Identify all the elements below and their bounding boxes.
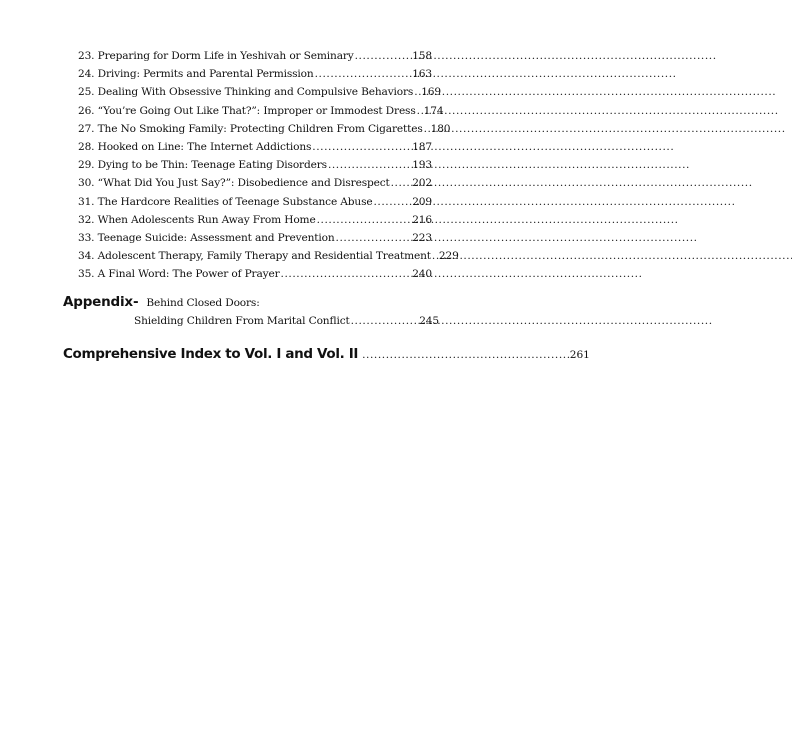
toc-entry — [78, 229, 432, 247]
dot-leader — [281, 265, 412, 283]
appendix-entry — [134, 312, 439, 330]
toc-entry — [78, 83, 441, 101]
dot-leader — [328, 156, 411, 174]
toc-entry-title: 24. Driving: Permits and Parental Permission — [78, 68, 314, 81]
toc-entry-page: 169 — [421, 86, 441, 99]
toc-entry-page: 223 — [412, 231, 432, 244]
toc-entry — [78, 138, 432, 156]
toc-entry-title: 25. Dealing With Obsessive Thinking and Compulsive Behaviors — [78, 86, 414, 99]
toc-entry-title: 34. Adolescent Therapy, Family Therapy and Residential Treatment — [78, 250, 431, 263]
toc-entry-title: 27. The No Smoking Family: Protecting Children From Cigarettes — [78, 122, 423, 135]
toc-entry-page: 180 — [430, 122, 451, 135]
appendix-heading — [63, 292, 439, 312]
appendix-page: 245 — [419, 315, 439, 327]
dot-leader — [362, 345, 569, 365]
toc-entry-title: 31. The Hardcore Realities of Teenage Substance Abuse — [78, 195, 373, 208]
toc-entry-title: 23. Preparing for Dorm Life in Yeshivah or Seminary — [78, 50, 354, 62]
toc-entry-page: 240 — [412, 268, 432, 281]
toc-entry-page: 158 — [412, 50, 432, 62]
toc-entry-page: 163 — [412, 68, 432, 81]
dot-leader — [317, 211, 412, 229]
toc-entry — [78, 211, 432, 229]
dot-leader — [414, 83, 420, 101]
toc-entry — [78, 65, 432, 83]
dot-leader — [336, 229, 412, 247]
appendix-label: Appendix- — [63, 294, 139, 310]
toc-entry — [78, 193, 432, 211]
toc-entry — [78, 102, 444, 120]
toc-entry-page: 187 — [412, 140, 432, 153]
toc-entry-title: 33. Teenage Suicide: Assessment and Prevention — [78, 231, 335, 244]
toc-entry-title: 35. A Final Word: The Power of Prayer — [78, 268, 280, 281]
toc-entry-title: 26. “You’re Going Out Like That?”: Improper or Immodest Dress — [78, 104, 416, 117]
toc-entry — [78, 47, 432, 65]
toc-entry-title: 28. Hooked on Line: The Internet Addictions — [78, 140, 312, 153]
toc-entry-page: 202 — [412, 177, 432, 190]
index-entry — [63, 344, 590, 364]
dot-leader — [432, 247, 438, 265]
toc-entry — [78, 247, 459, 265]
appendix-title-line2: Shielding Children From Marital Conflict — [134, 315, 350, 327]
appendix-title-line1: Behind Closed Doors: — [146, 297, 260, 309]
dot-leader — [312, 138, 411, 156]
toc-entry-page: 216 — [412, 213, 432, 226]
dot-leader — [351, 312, 419, 330]
appendix-section — [63, 292, 439, 330]
index-page: 261 — [569, 349, 590, 361]
dot-leader — [424, 120, 430, 138]
dot-leader — [355, 47, 412, 65]
toc-entry-page: 209 — [412, 195, 432, 208]
index-title: Comprehensive Index to Vol. I and Vol. II — [63, 346, 359, 362]
dot-leader — [374, 193, 412, 211]
toc-entry-page: 229 — [438, 250, 459, 263]
dot-leader — [417, 102, 423, 120]
table-of-contents — [78, 47, 459, 283]
index-section — [63, 344, 590, 364]
toc-entry-title: 32. When Adolescents Run Away From Home — [78, 213, 316, 226]
toc-entry-title: 30. “What Did You Just Say?”: Disobedience and Disrespect — [78, 177, 390, 190]
toc-entry — [78, 156, 432, 174]
toc-entry-page: 174 — [423, 104, 444, 117]
toc-entry — [78, 265, 432, 283]
dot-leader — [315, 65, 412, 83]
toc-entry-page: 193 — [412, 159, 432, 172]
toc-entry-title: 29. Dying to be Thin: Teenage Eating Disorders — [78, 159, 327, 172]
toc-entry — [78, 174, 432, 192]
toc-entry — [78, 120, 451, 138]
dot-leader — [391, 174, 412, 192]
